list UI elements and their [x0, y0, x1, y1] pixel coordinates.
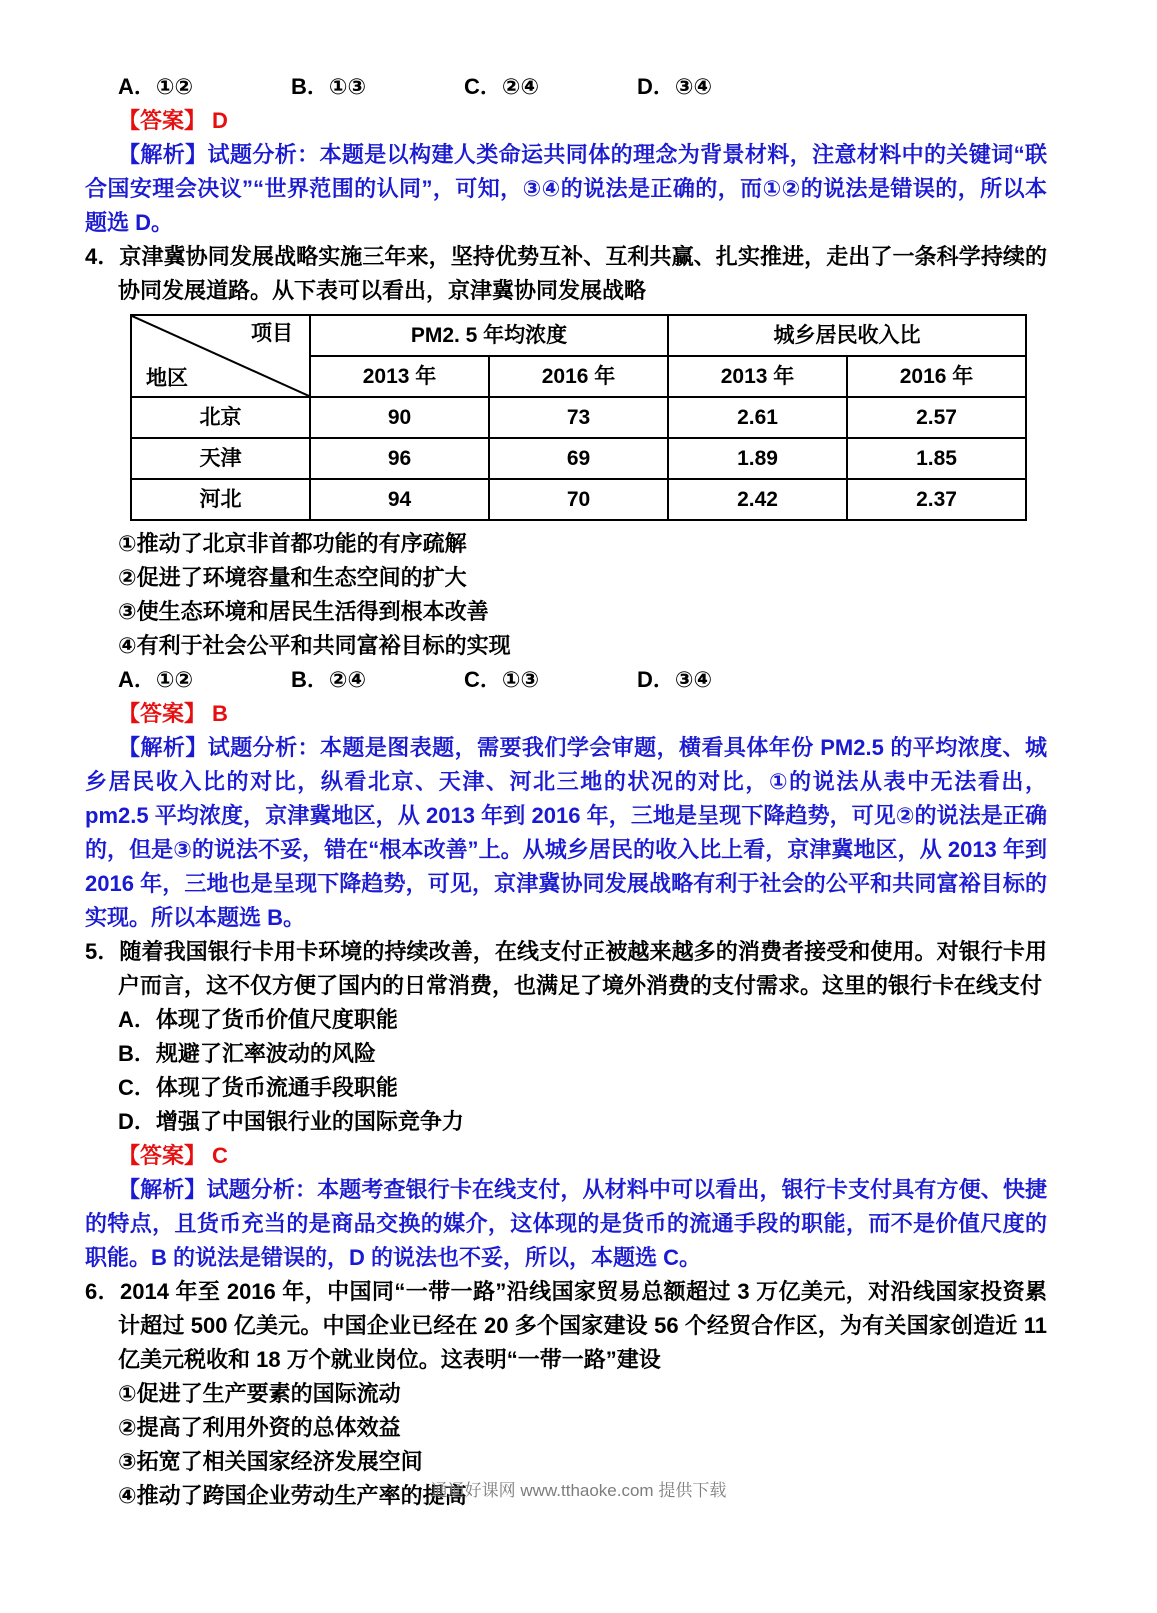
- q4-option-a: A．①②: [118, 667, 194, 692]
- q5-answer-value: C: [212, 1143, 228, 1168]
- pm25-income-table: [130, 314, 1027, 521]
- value-cell: 1.85: [847, 438, 1026, 479]
- value-cell: 94: [310, 479, 489, 520]
- year-header: 2013 年: [310, 356, 489, 397]
- table-group-header-row: [131, 315, 1026, 356]
- q4-stem: 4．京津冀协同发展战略实施三年来，坚持优势互补、互利共赢、扎实推进，走出了一条科学持续的协同发展道路。从下表可以看出，京津冀协同发展战略: [85, 244, 1047, 303]
- page-footer: 通通好课网 www.tthaoke.com 提供下载: [430, 1481, 727, 1500]
- q3-answer-value: D: [212, 108, 228, 133]
- document-content: [85, 70, 1047, 1513]
- q5-answer-line: [118, 1139, 1047, 1173]
- corner-label-region: 地区: [146, 366, 188, 390]
- region-cell: 天津: [131, 438, 310, 479]
- q5-option-b: B．规避了汇率波动的风险: [118, 1041, 376, 1066]
- q3-option-d: D．③④: [637, 74, 713, 99]
- q4-analysis-paragraph: 【解析】试题分析：本题是图表题，需要我们学会审题，横看具体年份 PM2.5 的平均浓度、城乡居民收入比的对比，纵看北京、天津、河北三地的状况的对比，①的说法从表中无法看出，pm2.5 平均浓度，京津冀地区，从 2013 年到 2016 年，三地是呈现下降趋势，可见②的说法是正确的，但是③的说法不妥，错在“根本改善”上。从城乡居民的收入比上看，京津冀地区，从 2013 年到 2016 年，三地也是呈现下降趋势，可见，京津冀协同发展战略有利于社会的公平和共同富裕目标的实现。所以本题选 B。: [85, 735, 1047, 930]
- q3-option-a: A．①②: [118, 74, 194, 99]
- value-cell: 2.37: [847, 479, 1026, 520]
- q6-statement-4: ④推动了跨国企业劳动生产率的提高: [118, 1483, 467, 1508]
- q4-statement-2: ②促进了环境容量和生态空间的扩大: [118, 565, 467, 590]
- table-row: [131, 397, 1026, 438]
- year-header: 2016 年: [847, 356, 1026, 397]
- value-cell: 1.89: [668, 438, 847, 479]
- answer-label: 【答案】: [118, 701, 207, 726]
- table-row: [131, 438, 1026, 479]
- region-cell: 河北: [131, 479, 310, 520]
- q3-options-line: [118, 70, 1047, 104]
- value-cell: 2.42: [668, 479, 847, 520]
- value-cell: 2.57: [847, 397, 1026, 438]
- year-header: 2013 年: [668, 356, 847, 397]
- q4-answer-line: [118, 697, 1047, 731]
- value-cell: 90: [310, 397, 489, 438]
- answer-label: 【答案】: [118, 108, 207, 133]
- q3-option-b: B．①③: [291, 74, 367, 99]
- q5-stem: 5．随着我国银行卡用卡环境的持续改善，在线支付正被越来越多的消费者接受和使用。对银行卡用户而言，这不仅方便了国内的日常消费，也满足了境外消费的支付需求。这里的银行卡在线支付: [85, 939, 1047, 998]
- corner-label-item: 项目: [251, 322, 293, 345]
- value-cell: 2.61: [668, 397, 847, 438]
- value-cell: 96: [310, 438, 489, 479]
- q3-option-c: C．②④: [464, 74, 540, 99]
- q4-statement-3: ③使生态环境和居民生活得到根本改善: [118, 599, 489, 624]
- q6-stem: 6．2014 年至 2016 年，中国同“一带一路”沿线国家贸易总额超过 3 万亿美元，对沿线国家投资累计超过 500 亿美元。中国企业已经在 20 多个国家建设 56 个经贸合作区，为有关国家创造近 11 亿美元税收和 18 万个就业岗位。这表明“一带一路”建设: [85, 1279, 1047, 1372]
- q4-option-b: B．②④: [291, 667, 367, 692]
- q4-statement-1: ①推动了北京非首都功能的有序疏解: [118, 531, 467, 556]
- q5-option-d: D．增强了中国银行业的国际竞争力: [118, 1109, 464, 1134]
- q6-statement-3: ③拓宽了相关国家经济发展空间: [118, 1449, 423, 1474]
- q5-option-a: A．体现了货币价值尺度职能: [118, 1007, 398, 1032]
- value-cell: 70: [489, 479, 668, 520]
- q5-option-c: C．体现了货币流通手段职能: [118, 1075, 398, 1100]
- table-corner-cell: [131, 315, 310, 397]
- table-row: [131, 479, 1026, 520]
- q4-statement-4: ④有利于社会公平和共同富裕目标的实现: [118, 633, 511, 658]
- group-header-income: 城乡居民收入比: [668, 315, 1026, 356]
- q6-statement-1: ①促进了生产要素的国际流动: [118, 1381, 401, 1406]
- q3-analysis-paragraph: 【解析】试题分析：本题是以构建人类命运共同体的理念为背景材料，注意材料中的关键词“联合国安理会决议”“世界范围的认同”，可知，③④的说法是正确的，而①②的说法是错误的，所以本题选 D。: [85, 142, 1047, 235]
- q4-answer-value: B: [212, 701, 228, 726]
- value-cell: 69: [489, 438, 668, 479]
- region-cell: 北京: [131, 397, 310, 438]
- q4-options-line: [118, 663, 1047, 697]
- group-header-pm25: PM2. 5 年均浓度: [310, 315, 668, 356]
- value-cell: 73: [489, 397, 668, 438]
- year-header: 2016 年: [489, 356, 668, 397]
- answer-label: 【答案】: [118, 1143, 207, 1168]
- q3-answer-line: [118, 104, 1047, 138]
- q4-option-d: D．③④: [637, 667, 713, 692]
- q5-analysis-paragraph: 【解析】试题分析：本题考查银行卡在线支付，从材料中可以看出，银行卡支付具有方便、快捷的特点，且货币充当的是商品交换的媒介，这体现的是货币的流通手段的职能，而不是价值尺度的职能。B 的说法是错误的，D 的说法也不妥，所以，本题选 C。: [85, 1177, 1047, 1270]
- q4-option-c: C．①③: [464, 667, 540, 692]
- q6-statement-2: ②提高了利用外资的总体效益: [118, 1415, 401, 1440]
